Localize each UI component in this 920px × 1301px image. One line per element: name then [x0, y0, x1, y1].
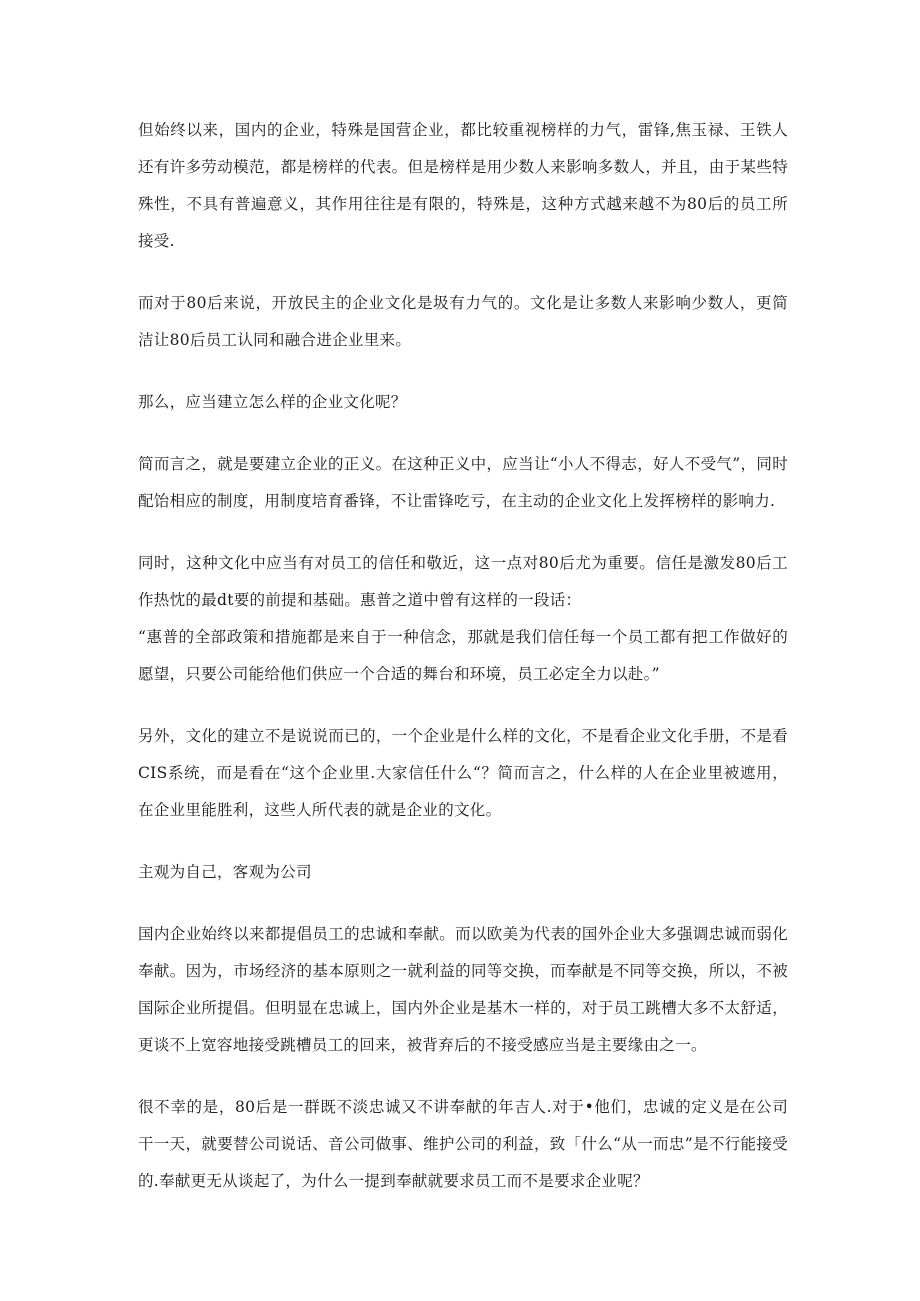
- paragraph-role-models: 但始终以来，国内的企业，特殊是国营企业，都比较重视榜样的力气，雷锋,焦玉禄、王铁人还有许多劳动模范，都是榜样的代表。但是榜样是用少数人来影响多数人，并且，由于某些特殊性，不具有普遍意义，其作用往往是有限的，特殊是，这种方式越来越不为80后的员工所接受.: [138, 121, 788, 250]
- paragraph-open-culture: 而对于80后来说，开放民主的企业文化是圾有力气的。文化是让多数人来影响少数人，更简洁让80后员工认同和融合进企业里来。: [138, 294, 788, 349]
- paragraph-80s-generation: 很不幸的是，80后是一群既不淡忠诚又不讲奉献的年吉人.对于•他们，忠诚的定义是在公司干一天，就要替公司说话、音公司做事、维护公司的利益，致「什么“从一而忠”是不行能接受的.奉献更无从谈起了，为什么一提到奉献就要求员工而不是要求企业呢？: [138, 1098, 788, 1190]
- paragraph-trust: 同时，这种文化中应当有对员工的信任和敬近，这一点对80后尤为重要。信任是激发80后工作热忱的最dt要的前提和基础。惠普之道中曾有这样的一段话：: [138, 554, 788, 609]
- paragraph-culture-building: 另外，文化的建立不是说说而已的，一个企业是什么样的文化，不是看企业文化手册，不是看CIS系统，而是看在“这个企业里.大家信任什么“？简而言之，什么样的人在企业里被遮用，在企业里能胜利，这些人所代表的就是企业的文化。: [138, 727, 788, 819]
- paragraph-loyalty: 国内企业始终以来都提倡员工的忠诚和奉献。而以欧美为代表的国外企业大多强调忠诚而弱化奉献。因为，市场经济的基本原则之一就利益的同等交换，而奉献是不同等交换，所以，不被国际企业所提倡。但明显在忠诚上，国内外企业是基木一样的，对于员工跳槽大多不太舒适，更谈不上宽容地接受跳槽员工的回来，被背弃后的不接受感应当是主要缘由之一。: [138, 925, 788, 1054]
- document-body: [138, 112, 788, 1225]
- section-heading: 主观为自己，客观为公司: [138, 863, 312, 881]
- paragraph-question: 那么，应当建立怎么样的企业文化呢？: [138, 393, 407, 411]
- paragraph-justice: 简而言之，就是要建立企业的正义。在这种正义中，应当让“小人不得志，好人不受气”，同时配饴相应的制度，用制度培育番锋，不让雷锋吃亏，在主动的企业文化上发挥榜样的影响力.: [138, 455, 788, 510]
- paragraph-hp-quote: “惠普的全部政策和措施都是来自于一种信念，那就是我们信任每一个员工都有把工作做好的愿望，只要公司能给他们供应一个合适的舞台和环境，员工必定全力以赴。”: [138, 628, 788, 683]
